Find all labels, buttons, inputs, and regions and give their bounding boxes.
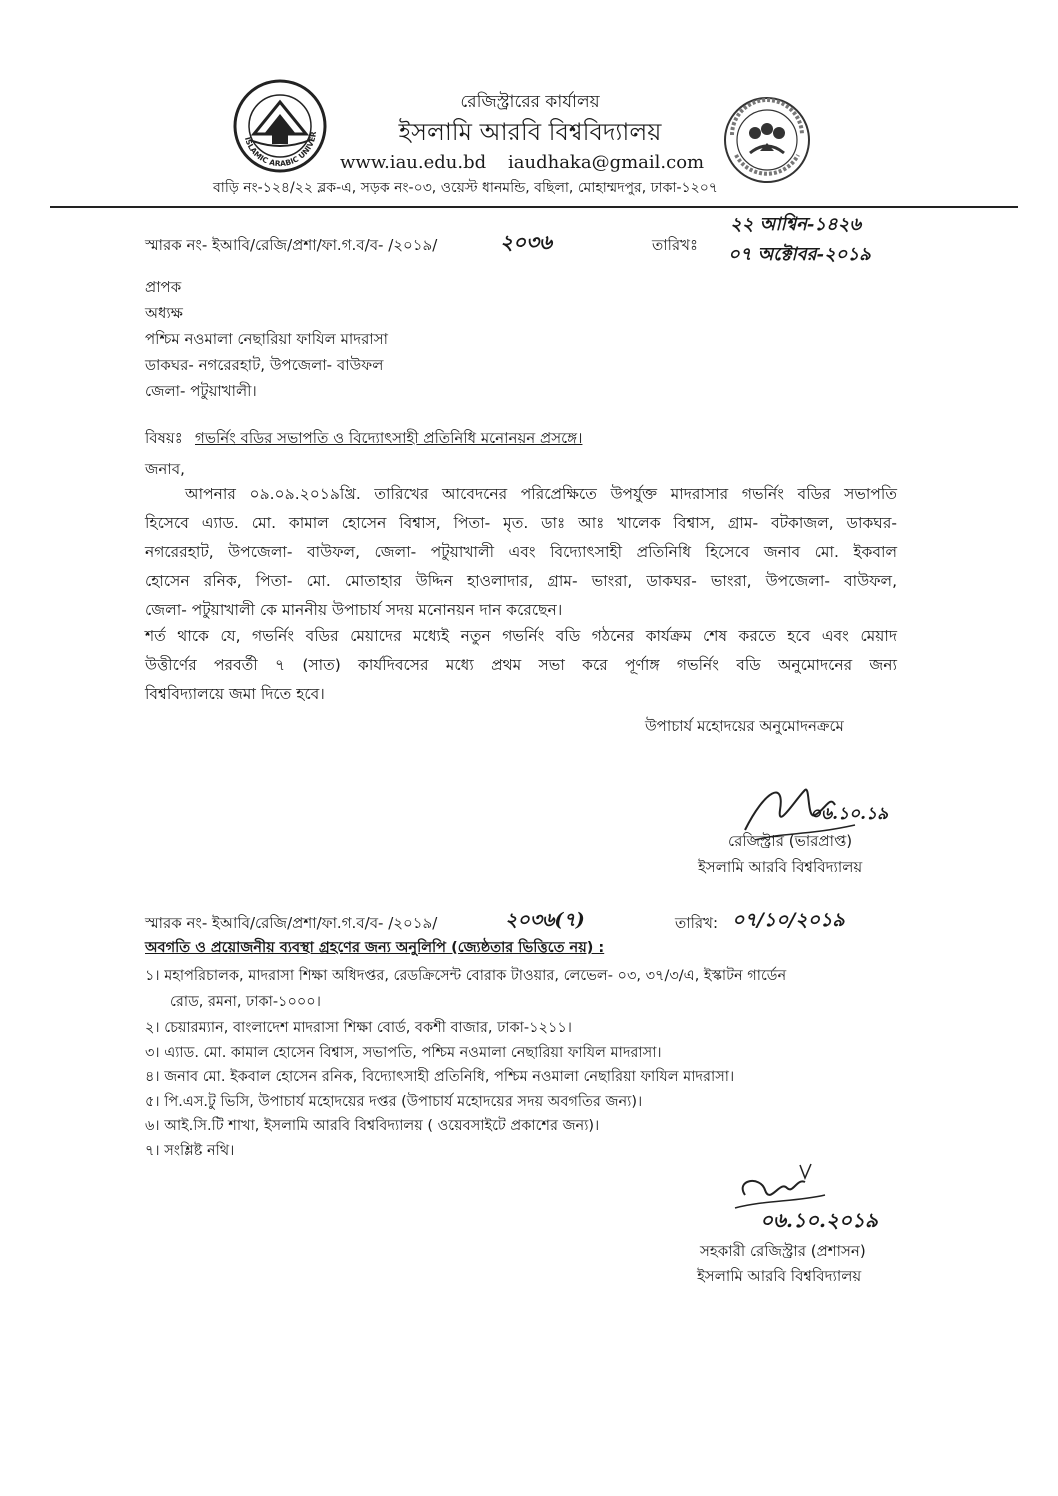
salutation: জনাব, bbox=[145, 460, 185, 478]
svg-text:ISLAMIC ARABIC UNIVERSITY: ISLAMIC ARABIC UNIVER bbox=[242, 130, 319, 169]
copy-item-1-cont: রোড, রমনা, ঢাকা-১০০০। bbox=[170, 994, 321, 1010]
signature2-title: সহকারী রেজিস্ট্রার (প্রশাসন) bbox=[700, 1242, 866, 1260]
recipient-district: জেলা- পটুয়াখালী। bbox=[145, 382, 257, 400]
approval-line: উপাচার্য মহোদয়ের অনুমোদনক্রমে bbox=[645, 717, 844, 735]
copy-item-4: ৪। জনাব মো. ইকবাল হোসেন রনিক, বিদ্যোৎসাহী প্রতিনিধি, পশ্চিম নওমালা নেছারিয়া ফাযিল মাদরাসা। bbox=[145, 1069, 735, 1085]
website: www.iau.edu.bd bbox=[340, 152, 487, 173]
copies-heading: অবগতি ও প্রয়োজনীয় ব্যবস্থা গ্রহণের জন্য অনুলিপি (জ্যেষ্ঠতার ভিত্তিতে নয়) : bbox=[145, 940, 605, 956]
copy-item-6: ৬। আই.সি.টি শাখা, ইসলামি আরবি বিশ্ববিদ্যালয় ( ওয়েবসাইটে প্রকাশের জন্য)। bbox=[145, 1118, 600, 1134]
memo2-date-handwritten: ০৭/১০/২০১৯ bbox=[732, 909, 845, 931]
subject-text: গভর্নিং বডির সভাপতি ও বিদ্যোৎসাহী প্রতিনিধি মনোনয়ন প্রসঙ্গে। bbox=[195, 429, 583, 447]
date-bangla-handwritten: ২২ আশ্বিন-১৪২৬ bbox=[730, 214, 862, 235]
memo2-number-label: স্মারক নং- ইআবি/রেজি/প্রশা/ফা.গ.ব/ব- /২০১৯/ bbox=[145, 914, 438, 932]
body-line: জেলা- পটুয়াখালী কে মাননীয় উপাচার্য সদয় মনোনয়ন দান করেছেন। bbox=[145, 601, 563, 619]
body-line: আপনার ০৯.০৯.২০১৯খ্রি. তারিখের আবেদনের পরিপ্রেক্ষিতে উপর্যুক্ত মাদরাসার গভর্নিং বডির সভাপতি bbox=[185, 485, 897, 503]
copy-item-3: ৩। এ্যাড. মো. কামাল হোসেন বিশ্বাস, সভাপতি, পশ্চিম নওমালা নেছারিয়া ফাযিল মাদরাসা। bbox=[145, 1045, 662, 1061]
right-seal bbox=[722, 95, 812, 185]
signature1-date-handwritten: ০৬.১০.১৯ bbox=[810, 804, 889, 824]
memo2-number-handwritten: ২০৩৬(৭) bbox=[505, 909, 585, 931]
address: বাড়ি নং-১২৪/২২ ব্লক-এ, সড়ক নং-০৩, ওয়েস্ট ধানমন্ডি, বছিলা, মোহাম্মদপুর, ঢাকা-১২০৭ bbox=[213, 180, 718, 196]
signature1-org: ইসলামি আরবি বিশ্ববিদ্যালয় bbox=[698, 858, 863, 876]
copy-item-7: ৭। সংশ্লিষ্ট নথি। bbox=[145, 1143, 235, 1159]
memo-number-label: স্মারক নং- ইআবি/রেজি/প্রশা/ফা.গ.ব/ব- /২০১৯/ bbox=[145, 236, 438, 254]
body-paragraph-1 bbox=[145, 480, 897, 625]
body-line: উত্তীর্ণের পরবর্তী ৭ (সাত) কার্যদিবসের মধ্যে প্রথম সভা করে পূর্ণাঙ্গ গভর্নিং বডি অনুমোদনের জন্য bbox=[145, 656, 897, 674]
body-line: হোসেন রনিক, পিতা- মো. মোতাহার উদ্দিন হাওলাদার, গ্রাম- ভাংরা, ডাকঘর- ভাংরা, উপজেলা- বাউফল, bbox=[145, 572, 897, 590]
date-label: তারিখঃ bbox=[652, 236, 698, 254]
copy-item-2: ২। চেয়ারম্যান, বাংলাদেশ মাদরাসা শিক্ষা বোর্ড, বকশী বাজার, ঢাকা-১২১১। bbox=[145, 1020, 572, 1036]
signature1-title: রেজিস্ট্রার (ভারপ্রাপ্ত) bbox=[728, 832, 853, 850]
body-line: হিসেবে এ্যাড. মো. কামাল হোসেন বিশ্বাস, পিতা- মৃত. ডাঃ আঃ খালেক বিশ্বাস, গ্রাম- বটকাজল, ডাকঘর- bbox=[145, 514, 897, 532]
recipient-post: ডাকঘর- নগরেরহাট, উপজেলা- বাউফল bbox=[145, 356, 384, 374]
recipient-institution: পশ্চিম নওমালা নেছারিয়া ফাযিল মাদরাসা bbox=[145, 330, 389, 348]
recipient-designation: অধ্যক্ষ bbox=[145, 304, 183, 322]
body-line: নগরেরহাট, উপজেলা- বাউফল, জেলা- পটুয়াখালী এবং বিদ্যোৎসাহী প্রতিনিধি হিসেবে জনাব মো. ইকবাল bbox=[145, 543, 897, 561]
memo2-date-label: তারিখ: bbox=[675, 914, 719, 932]
memo-number-handwritten: ২০৩৬ bbox=[500, 230, 553, 254]
body-line: বিশ্ববিদ্যালয়ে জমা দিতে হবে। bbox=[145, 685, 325, 703]
date-english-handwritten: ০৭ অক্টোবর-২০১৯ bbox=[728, 244, 871, 265]
office-title: রেজিস্ট্রারের কার্যালয় bbox=[460, 92, 600, 112]
subject-label: বিষয়ঃ bbox=[145, 429, 183, 447]
left-logo bbox=[232, 78, 328, 174]
copy-item-5: ৫। পি.এস.টু ভিসি, উপাচার্য মহোদয়ের দপ্তর (উপাচার্য মহোদয়ের সদয় অবগতির জন্য)। bbox=[145, 1094, 643, 1110]
body-paragraph-2 bbox=[145, 622, 897, 709]
copy-item-1: ১। মহাপরিচালক, মাদরাসা শিক্ষা অধিদপ্তর, রেডক্রিসেন্ট বোরাক টাওয়ার, লেভেল- ০৩, ৩৭/৩/এ, ইস্কাটন গার্ডেন bbox=[145, 968, 787, 984]
university-name: ইসলামি আরবি বিশ্ববিদ্যালয় bbox=[398, 118, 662, 146]
header-divider bbox=[50, 206, 1018, 208]
signature2-org: ইসলামি আরবি বিশ্ববিদ্যালয় bbox=[697, 1267, 862, 1285]
signature2-date-handwritten: ০৬.১০.২০১৯ bbox=[760, 1208, 878, 1232]
recipient-to: প্রাপক bbox=[145, 278, 182, 296]
email: iaudhaka@gmail.com bbox=[508, 152, 705, 173]
body-line: শর্ত থাকে যে, গভর্নিং বডির মেয়াদের মধ্যেই নতুন গভর্নিং বডি গঠনের কার্যক্রম শেষ করতে হবে এবং মেয়াদ bbox=[145, 627, 897, 645]
